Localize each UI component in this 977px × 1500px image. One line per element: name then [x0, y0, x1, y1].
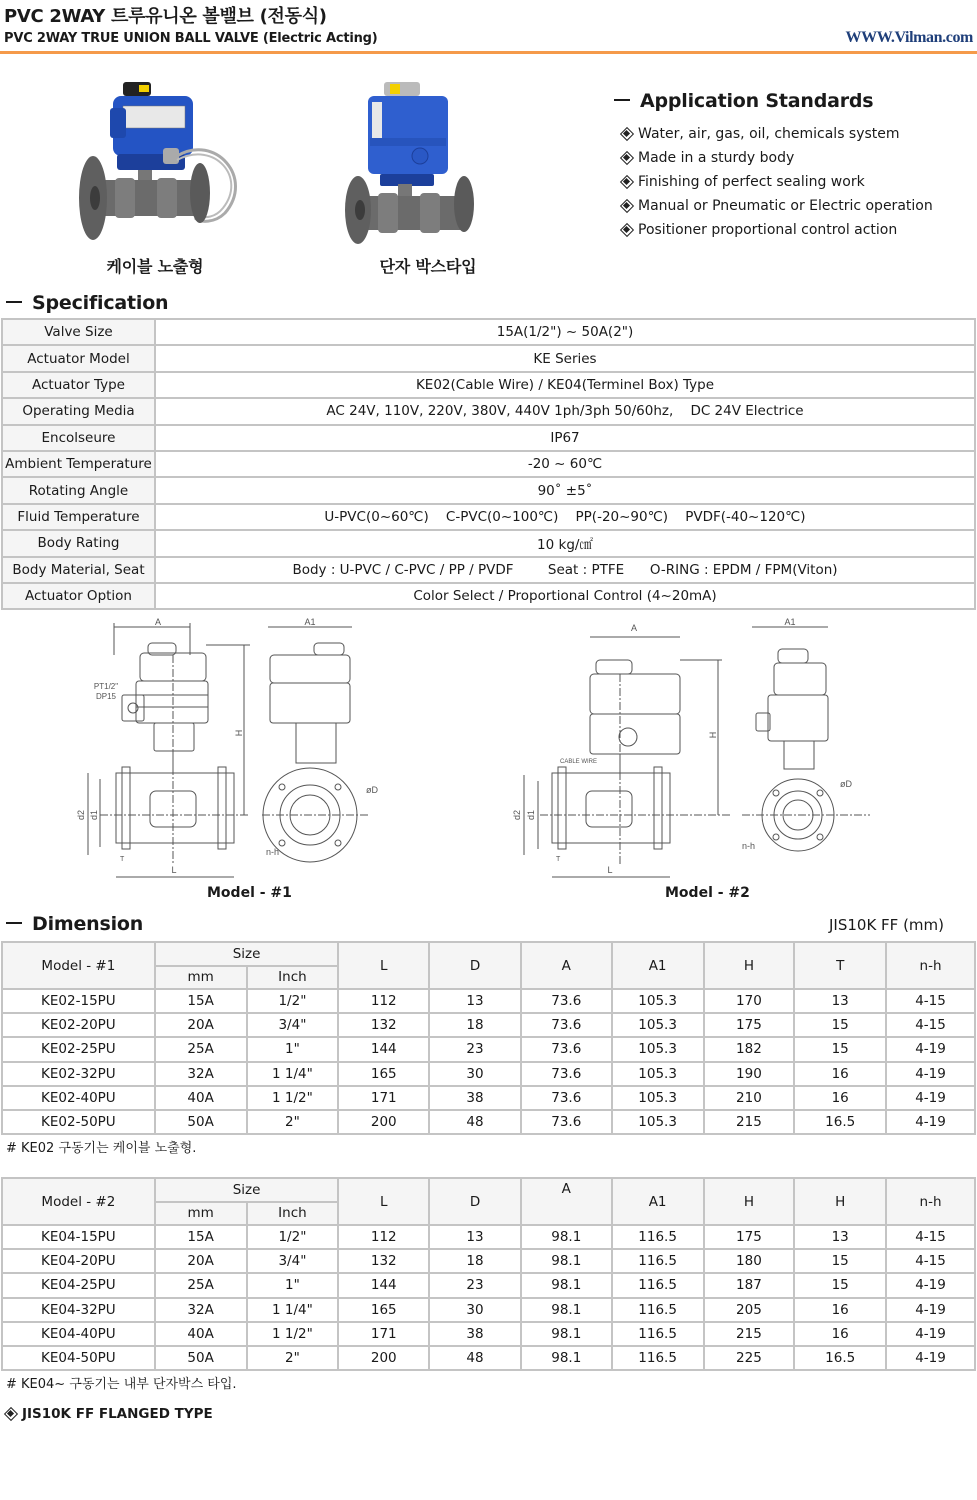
dimension-title: Dimension	[32, 913, 144, 935]
spec-label: Actuator Model	[2, 345, 155, 371]
table-row	[2, 1013, 975, 1037]
table-row	[2, 504, 975, 530]
dim-label-t: T	[556, 856, 561, 863]
value-cell: 98.1	[521, 1273, 612, 1297]
spec-label: Body Material, Seat	[2, 557, 155, 583]
model-cell: KE02-50PU	[2, 1110, 155, 1134]
value-cell: 116.5	[612, 1346, 704, 1370]
value-cell: 105.3	[612, 1013, 704, 1037]
value-cell: 205	[704, 1298, 795, 1322]
spec-value: KE Series	[155, 345, 975, 371]
product-cable-type	[65, 78, 245, 277]
mm-header: mm	[155, 966, 247, 990]
value-cell: 18	[429, 1249, 521, 1273]
value-cell: 48	[429, 1110, 521, 1134]
model-cell: KE02-32PU	[2, 1062, 155, 1086]
value-cell: 116.5	[612, 1322, 704, 1346]
value-cell: 13	[794, 989, 886, 1013]
col-header: A1	[612, 1178, 704, 1225]
col-header: D	[429, 942, 521, 989]
value-cell: 4-19	[886, 1298, 975, 1322]
value-cell: 23	[429, 1037, 521, 1061]
inch-header: Inch	[247, 1202, 339, 1226]
value-cell: 116.5	[612, 1249, 704, 1273]
value-cell: 25A	[155, 1273, 247, 1297]
value-cell: 32A	[155, 1298, 247, 1322]
dim-label-h: H	[234, 729, 244, 737]
size-header: Size	[155, 1178, 339, 1202]
value-cell: 15	[794, 1037, 886, 1061]
value-cell: 171	[338, 1086, 429, 1110]
table-row	[2, 1322, 975, 1346]
col-header: H	[704, 1178, 795, 1225]
value-cell: 73.6	[521, 1013, 612, 1037]
specification-table	[1, 318, 976, 610]
list-item-text: Water, air, gas, oil, chemicals system	[638, 126, 900, 142]
dimension-table-model-2	[1, 1177, 976, 1371]
table-row	[2, 557, 975, 583]
value-cell: 13	[794, 1225, 886, 1249]
model-cell: KE04-32PU	[2, 1298, 155, 1322]
value-cell: 144	[338, 1273, 429, 1297]
table-row	[2, 583, 975, 609]
value-cell: 16	[794, 1086, 886, 1110]
spec-value: 90˚ ±5˚	[155, 477, 975, 503]
value-cell: 98.1	[521, 1346, 612, 1370]
col-header: T	[794, 942, 886, 989]
value-cell: 20A	[155, 1249, 247, 1273]
product-caption: 단자 박스타입	[379, 257, 477, 276]
mm-header: mm	[155, 1202, 247, 1226]
model-2-technical-drawing	[510, 615, 880, 885]
spec-label: Encolseure	[2, 425, 155, 451]
dim-label-od: øD	[840, 779, 852, 789]
dim-label-a: A	[154, 617, 162, 627]
spec-label: Valve Size	[2, 319, 155, 345]
dim-label-l: L	[607, 865, 613, 875]
spec-value: 15A(1/2") ~ 50A(2")	[155, 319, 975, 345]
table-row	[2, 989, 975, 1013]
list-item	[620, 146, 933, 170]
value-cell: 4-15	[886, 1249, 975, 1273]
value-cell: 98.1	[521, 1249, 612, 1273]
dimension-heading	[6, 913, 143, 935]
dim-label-a1: A1	[304, 617, 316, 627]
dim-label-h: H	[708, 731, 718, 739]
site-link[interactable]: WWW.Vilman.com	[845, 29, 973, 46]
value-cell: 175	[704, 1013, 795, 1037]
value-cell: 16.5	[794, 1346, 886, 1370]
value-cell: 40A	[155, 1322, 247, 1346]
value-cell: 215	[704, 1110, 795, 1134]
spec-value: Color Select / Proportional Control (4~20mA)	[155, 583, 975, 609]
value-cell: 30	[429, 1062, 521, 1086]
value-cell: 1 1/2"	[247, 1086, 339, 1110]
port-label: PT1/2"	[93, 682, 119, 691]
value-cell: 4-19	[886, 1273, 975, 1297]
value-cell: 98.1	[521, 1298, 612, 1322]
spec-value: U-PVC(0~60℃) C-PVC(0~100℃) PP(-20~90℃) PVDF(-40~120℃)	[155, 504, 975, 530]
col-header: A	[521, 1178, 612, 1225]
value-cell: 3/4"	[247, 1013, 339, 1037]
dash-icon	[6, 301, 22, 303]
col-header: H	[794, 1178, 886, 1225]
model-header: Model - #2	[2, 1178, 155, 1225]
model-cell: KE04-40PU	[2, 1322, 155, 1346]
application-list	[620, 122, 933, 242]
list-item	[620, 194, 933, 218]
dim-label-t: T	[120, 856, 125, 863]
value-cell: 3/4"	[247, 1249, 339, 1273]
table-row	[2, 319, 975, 345]
value-cell: 38	[429, 1322, 521, 1346]
value-cell: 50A	[155, 1346, 247, 1370]
model-cell: KE02-20PU	[2, 1013, 155, 1037]
model-cell: KE02-40PU	[2, 1086, 155, 1110]
value-cell: 200	[338, 1110, 429, 1134]
table-row	[2, 1110, 975, 1134]
table-row	[2, 398, 975, 424]
dash-icon	[614, 99, 630, 101]
value-cell: 15	[794, 1013, 886, 1037]
value-cell: 1 1/4"	[247, 1062, 339, 1086]
table-row	[2, 1346, 975, 1370]
inch-header: Inch	[247, 966, 339, 990]
table-row	[2, 345, 975, 371]
table-row	[2, 372, 975, 398]
list-item-text: Finishing of perfect sealing work	[638, 174, 865, 190]
value-cell: 171	[338, 1322, 429, 1346]
list-item	[620, 122, 933, 146]
application-standards	[614, 90, 933, 242]
value-cell: 15	[794, 1273, 886, 1297]
model-1-note: # KE02 구동기는 케이블 노출형.	[6, 1141, 197, 1156]
spec-value: 10 kg/㎠	[155, 530, 975, 556]
dimension-table-model-1	[1, 941, 976, 1135]
list-item	[620, 218, 933, 242]
diamond-bullet-icon	[620, 223, 633, 236]
diamond-bullet-icon	[620, 175, 633, 188]
size-header: Size	[155, 942, 339, 966]
value-cell: 98.1	[521, 1225, 612, 1249]
spec-value: -20 ~ 60℃	[155, 451, 975, 477]
table-row	[2, 1298, 975, 1322]
value-cell: 40A	[155, 1086, 247, 1110]
list-item-text: Positioner proportional control action	[638, 222, 898, 238]
spec-value: AC 24V, 110V, 220V, 380V, 440V 1ph/3ph 50/60hz, DC 24V Electrice	[155, 398, 975, 424]
model-1-technical-drawing	[70, 615, 400, 885]
value-cell: 4-19	[886, 1037, 975, 1061]
value-cell: 182	[704, 1037, 795, 1061]
value-cell: 73.6	[521, 1110, 612, 1134]
value-cell: 48	[429, 1346, 521, 1370]
value-cell: 2"	[247, 1110, 339, 1134]
diamond-bullet-icon	[620, 199, 633, 212]
value-cell: 16	[794, 1322, 886, 1346]
dim-label-nh: n-h	[742, 841, 756, 851]
model-cell: KE04-25PU	[2, 1273, 155, 1297]
col-header: L	[338, 942, 429, 989]
value-cell: 180	[704, 1249, 795, 1273]
value-cell: 4-19	[886, 1346, 975, 1370]
col-header: n-h	[886, 942, 975, 989]
table-row	[2, 1249, 975, 1273]
dim-label-a1: A1	[784, 617, 796, 627]
product-caption: 케이블 노출형	[106, 257, 204, 276]
value-cell: 1"	[247, 1273, 339, 1297]
spec-label: Rotating Angle	[2, 477, 155, 503]
table-row	[2, 1273, 975, 1297]
value-cell: 2"	[247, 1346, 339, 1370]
value-cell: 165	[338, 1298, 429, 1322]
value-cell: 105.3	[612, 989, 704, 1013]
table-row	[2, 1086, 975, 1110]
value-cell: 18	[429, 1013, 521, 1037]
model-header: Model - #1	[2, 942, 155, 989]
value-cell: 4-15	[886, 989, 975, 1013]
value-cell: 105.3	[612, 1037, 704, 1061]
value-cell: 13	[429, 989, 521, 1013]
value-cell: 73.6	[521, 1037, 612, 1061]
model-2-label: Model - #2	[665, 885, 750, 901]
table-row	[2, 477, 975, 503]
table-row	[2, 1225, 975, 1249]
cable-wire-label: CABLE WIRE	[560, 759, 598, 765]
application-standards-title: Application Standards	[640, 90, 874, 112]
specification-title: Specification	[32, 292, 169, 314]
col-header: n-h	[886, 1178, 975, 1225]
value-cell: 175	[704, 1225, 795, 1249]
value-cell: 1 1/4"	[247, 1298, 339, 1322]
value-cell: 1 1/2"	[247, 1322, 339, 1346]
specification-heading	[6, 292, 168, 314]
col-header: D	[429, 1178, 521, 1225]
value-cell: 1/2"	[247, 1225, 339, 1249]
value-cell: 1/2"	[247, 989, 339, 1013]
value-cell: 20A	[155, 1013, 247, 1037]
diamond-bullet-icon	[620, 127, 633, 140]
value-cell: 112	[338, 989, 429, 1013]
spec-label: Actuator Option	[2, 583, 155, 609]
col-header: A	[521, 942, 612, 989]
dim-label-d1: d1	[526, 809, 536, 821]
model-cell: KE04-50PU	[2, 1346, 155, 1370]
value-cell: 187	[704, 1273, 795, 1297]
model-cell: KE04-20PU	[2, 1249, 155, 1273]
value-cell: 38	[429, 1086, 521, 1110]
value-cell: 165	[338, 1062, 429, 1086]
value-cell: 116.5	[612, 1273, 704, 1297]
diamond-bullet-icon	[620, 151, 633, 164]
spec-label: Ambient Temperature	[2, 451, 155, 477]
value-cell: 98.1	[521, 1322, 612, 1346]
value-cell: 116.5	[612, 1225, 704, 1249]
table-row	[2, 1037, 975, 1061]
value-cell: 15	[794, 1249, 886, 1273]
value-cell: 16.5	[794, 1110, 886, 1134]
dim-label-l: L	[171, 865, 177, 875]
model-1-label: Model - #1	[207, 885, 292, 901]
value-cell: 105.3	[612, 1062, 704, 1086]
value-cell: 15A	[155, 1225, 247, 1249]
model-2-note: # KE04~ 구동기는 내부 단자박스 타입.	[6, 1377, 237, 1392]
port-label-2: DP15	[95, 692, 117, 701]
value-cell: 16	[794, 1298, 886, 1322]
value-cell: 105.3	[612, 1110, 704, 1134]
value-cell: 4-19	[886, 1110, 975, 1134]
value-cell: 4-19	[886, 1086, 975, 1110]
dim-label-nh: n-h	[266, 847, 280, 857]
flanged-type-label	[4, 1406, 213, 1422]
dim-label-d1: d1	[89, 809, 99, 821]
model-cell: KE04-15PU	[2, 1225, 155, 1249]
model-cell: KE02-15PU	[2, 989, 155, 1013]
dash-icon	[6, 922, 22, 924]
dim-label-d2: d2	[76, 809, 86, 821]
value-cell: 170	[704, 989, 795, 1013]
table-row	[2, 1062, 975, 1086]
flanged-type-text: JIS10K FF FLANGED TYPE	[22, 1406, 213, 1422]
value-cell: 144	[338, 1037, 429, 1061]
value-cell: 4-15	[886, 1225, 975, 1249]
list-item-text: Manual or Pneumatic or Electric operation	[638, 198, 933, 214]
list-item-text: Made in a sturdy body	[638, 150, 795, 166]
value-cell: 1"	[247, 1037, 339, 1061]
col-header: A1	[612, 942, 704, 989]
value-cell: 73.6	[521, 1086, 612, 1110]
dim-label-d2: d2	[512, 809, 522, 821]
value-cell: 73.6	[521, 989, 612, 1013]
table-row	[2, 451, 975, 477]
page-title-english: PVC 2WAY TRUE UNION BALL VALVE (Electric Acting)	[4, 31, 378, 46]
value-cell: 4-15	[886, 1013, 975, 1037]
value-cell: 200	[338, 1346, 429, 1370]
spec-value: IP67	[155, 425, 975, 451]
value-cell: 15A	[155, 989, 247, 1013]
spec-label: Operating Media	[2, 398, 155, 424]
value-cell: 4-19	[886, 1322, 975, 1346]
list-item	[620, 170, 933, 194]
value-cell: 32A	[155, 1062, 247, 1086]
spec-label: Fluid Temperature	[2, 504, 155, 530]
value-cell: 215	[704, 1322, 795, 1346]
spec-label: Body Rating	[2, 530, 155, 556]
product-terminal-box-type	[338, 78, 518, 277]
spec-value: Body : U-PVC / C-PVC / PP / PVDF Seat : PTFE O-RING : EPDM / FPM(Viton)	[155, 557, 975, 583]
value-cell: 116.5	[612, 1298, 704, 1322]
col-header: H	[704, 942, 795, 989]
value-cell: 4-19	[886, 1062, 975, 1086]
model-cell: KE02-25PU	[2, 1037, 155, 1061]
header-divider	[0, 51, 977, 54]
value-cell: 190	[704, 1062, 795, 1086]
application-standards-heading	[614, 90, 933, 112]
value-cell: 132	[338, 1249, 429, 1273]
col-header: L	[338, 1178, 429, 1225]
diamond-bullet-icon	[4, 1407, 17, 1420]
value-cell: 30	[429, 1298, 521, 1322]
dim-label-od: øD	[366, 785, 378, 795]
value-cell: 50A	[155, 1110, 247, 1134]
value-cell: 23	[429, 1273, 521, 1297]
dimension-standard: JIS10K FF (mm)	[828, 916, 944, 934]
value-cell: 25A	[155, 1037, 247, 1061]
spec-label: Actuator Type	[2, 372, 155, 398]
page-title-korean: PVC 2WAY 트루유니온 볼밸브 (전동식)	[4, 6, 327, 27]
value-cell: 132	[338, 1013, 429, 1037]
value-cell: 210	[704, 1086, 795, 1110]
spec-value: KE02(Cable Wire) / KE04(Terminel Box) Type	[155, 372, 975, 398]
value-cell: 105.3	[612, 1086, 704, 1110]
value-cell: 112	[338, 1225, 429, 1249]
valve-with-exposed-cable-photo	[65, 78, 245, 248]
value-cell: 225	[704, 1346, 795, 1370]
valve-with-terminal-box-photo	[338, 78, 518, 248]
value-cell: 13	[429, 1225, 521, 1249]
value-cell: 16	[794, 1062, 886, 1086]
dim-label-a: A	[630, 623, 638, 633]
table-row	[2, 425, 975, 451]
value-cell: 73.6	[521, 1062, 612, 1086]
table-row	[2, 530, 975, 556]
